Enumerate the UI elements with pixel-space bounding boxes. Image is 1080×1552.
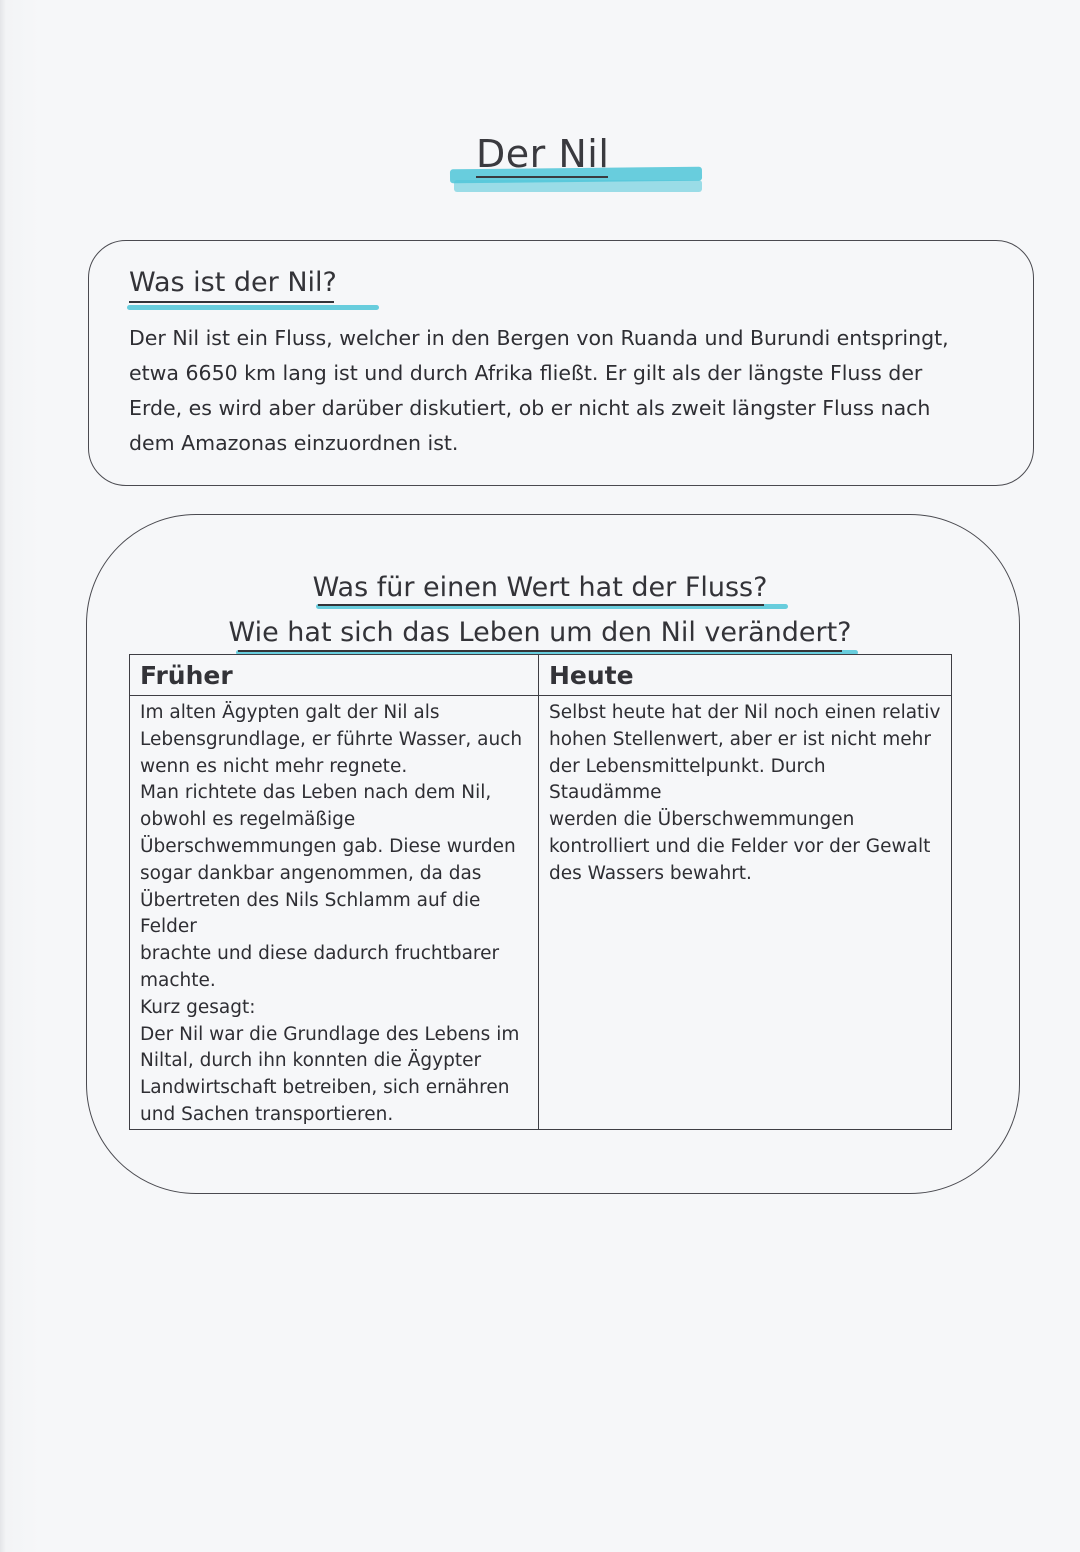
frueher-line: Kurz gesagt: xyxy=(140,996,256,1018)
heute-line: kontrolliert und die Felder vor der Gewalt xyxy=(549,835,931,857)
frueher-line: wenn es nicht mehr regnete. xyxy=(140,755,408,777)
frueher-line: Niltal, durch ihn konnten die Ägypter xyxy=(140,1050,482,1072)
intro-paragraph xyxy=(129,321,969,461)
frueher-line: brachte und diese dadurch fruchtbarer xyxy=(140,943,500,965)
frueher-line: Lebensgrundlage, er führte Wasser, auch xyxy=(140,728,523,750)
value-heading-underline xyxy=(318,604,764,606)
heute-line: des Wassers bewahrt. xyxy=(549,862,752,884)
frueher-line: Der Nil war die Grundlage des Lebens im xyxy=(140,1023,520,1045)
header-frueher: Früher xyxy=(130,655,539,696)
frueher-line: Man richtete das Leben nach dem Nil, xyxy=(140,782,492,804)
heute-line: werden die Überschwemmungen xyxy=(549,809,855,831)
frueher-line: Im alten Ägypten galt der Nil als xyxy=(140,702,440,723)
intro-box xyxy=(88,240,1034,486)
title-block xyxy=(440,128,720,208)
page-title: Der Nil xyxy=(476,132,610,176)
cell-heute xyxy=(539,696,952,1130)
change-heading-underline xyxy=(238,650,842,652)
frueher-text xyxy=(140,700,528,1129)
value-heading: Was für einen Wert hat der Fluss? xyxy=(312,572,768,603)
frueher-line: Überschwemmungen gab. Diese wurden xyxy=(140,835,516,857)
heute-text xyxy=(549,700,941,888)
cell-frueher xyxy=(130,696,539,1130)
intro-heading-underline xyxy=(129,301,334,303)
header-heute: Heute xyxy=(539,655,952,696)
table-row xyxy=(130,696,952,1130)
heading-highlighter xyxy=(127,305,379,310)
intro-line: dem Amazonas einzuordnen ist. xyxy=(129,431,459,455)
title-underline xyxy=(476,176,608,178)
table-header-row xyxy=(130,655,952,696)
title-highlighter xyxy=(454,180,702,192)
frueher-line: sogar dankbar angenommen, da das xyxy=(140,862,482,884)
change-heading: Wie hat sich das Leben um den Nil verändert? xyxy=(228,617,852,648)
heute-line: Selbst heute hat der Nil noch einen relativ xyxy=(549,702,941,723)
intro-line: Der Nil ist ein Fluss, welcher in den Bergen von Ruanda und Burundi entspringt, xyxy=(129,326,949,350)
frueher-line: und Sachen transportieren. xyxy=(140,1103,394,1125)
frueher-line: Landwirtschaft betreiben, sich ernähren xyxy=(140,1077,510,1099)
frueher-line: machte. xyxy=(140,969,216,991)
intro-heading: Was ist der Nil? xyxy=(129,267,337,298)
heute-line: hohen Stellenwert, aber er ist nicht mehr xyxy=(549,728,932,750)
intro-line: etwa 6650 km lang ist und durch Afrika fließt. Er gilt als der längste Fluss der xyxy=(129,361,923,385)
comparison-table xyxy=(129,654,952,1130)
frueher-line: Übertreten des Nils Schlamm auf die Felder xyxy=(140,889,481,938)
intro-line: Erde, es wird aber darüber diskutiert, ob er nicht als zweit längster Fluss nach xyxy=(129,396,931,420)
heute-line: der Lebensmittelpunkt. Durch Staudämme xyxy=(549,755,826,804)
frueher-line: obwohl es regelmäßige xyxy=(140,809,356,831)
